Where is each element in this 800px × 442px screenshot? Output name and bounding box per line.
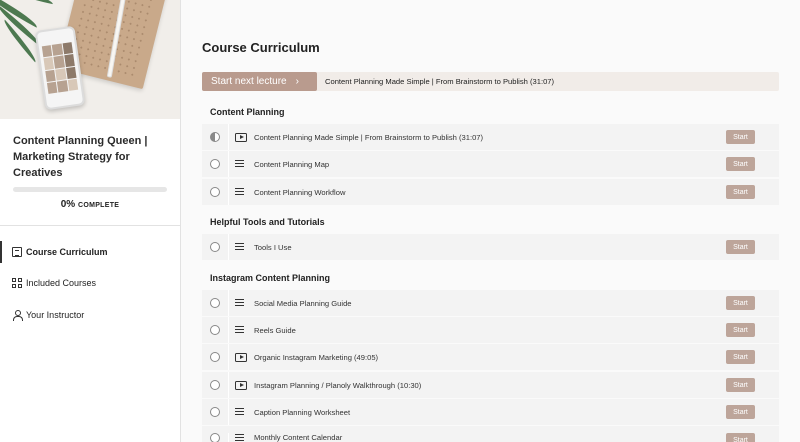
lecture-title: Social Media Planning Guide <box>254 298 352 308</box>
section-title: Instagram Content Planning <box>210 273 331 283</box>
book-icon <box>12 247 22 257</box>
lecture-row[interactable] <box>202 426 779 442</box>
start-button[interactable]: Start <box>726 130 755 144</box>
video-icon <box>235 133 247 142</box>
start-button[interactable]: Start <box>726 350 755 364</box>
video-icon <box>235 381 247 390</box>
lecture-title: Content Planning Workflow <box>254 187 346 197</box>
sidebar-item-included-courses[interactable] <box>0 268 180 300</box>
sidebar-item-label: Your Instructor <box>26 309 85 320</box>
text-lecture-icon <box>235 159 247 169</box>
lecture-row[interactable] <box>202 344 779 370</box>
lecture-row[interactable] <box>202 179 779 205</box>
progress-bar <box>13 187 167 192</box>
text-lecture-icon <box>235 325 247 335</box>
course-title: Content Planning Queen | Marketing Strategy for Creatives <box>13 135 148 179</box>
text-lecture-icon <box>235 187 247 197</box>
incomplete-status-icon <box>210 187 220 197</box>
start-button[interactable]: Start <box>726 185 755 199</box>
lecture-row[interactable] <box>202 124 779 150</box>
main-content <box>181 0 800 442</box>
next-lecture-bar <box>202 72 779 91</box>
next-lecture-title: Content Planning Made Simple | From Brainstorm to Publish (31:07) <box>325 77 555 86</box>
section-title: Helpful Tools and Tutorials <box>210 217 325 227</box>
lecture-title: Content Planning Map <box>254 159 330 169</box>
incomplete-status-icon <box>210 159 220 169</box>
incomplete-status-icon <box>210 380 220 390</box>
lecture-row[interactable] <box>202 290 779 316</box>
start-button[interactable]: Start <box>726 157 755 171</box>
lecture-title: Reels Guide <box>254 325 296 335</box>
lecture-title: Caption Planning Worksheet <box>254 407 351 417</box>
lecture-row[interactable] <box>202 234 779 260</box>
lecture-row[interactable] <box>202 151 779 177</box>
sidebar-item-your-instructor[interactable] <box>0 299 180 331</box>
page-title: Course Curriculum <box>202 40 320 55</box>
user-icon <box>12 310 22 320</box>
progress-suffix: COMPLETE <box>77 202 120 209</box>
start-button[interactable]: Start <box>726 296 755 310</box>
progress-label <box>0 199 180 210</box>
section-title: Content Planning <box>210 107 285 117</box>
progress-value: 0% <box>60 199 76 210</box>
text-lecture-icon <box>235 433 247 442</box>
palm-leaf <box>4 0 54 4</box>
lecture-row[interactable] <box>202 399 779 425</box>
lecture-row[interactable] <box>202 317 779 343</box>
lecture-title: Instagram Planning / Planoly Walkthrough (10:30) <box>254 380 422 390</box>
video-icon <box>235 353 247 362</box>
text-lecture-icon <box>235 407 247 417</box>
incomplete-status-icon <box>210 433 220 442</box>
lecture-title: Content Planning Made Simple | From Brainstorm to Publish (31:07) <box>254 132 484 142</box>
start-button[interactable]: Start <box>726 323 755 337</box>
sidebar-nav <box>0 236 180 331</box>
in-progress-status-icon <box>210 132 220 142</box>
lecture-row[interactable] <box>202 372 779 398</box>
incomplete-status-icon <box>210 325 220 335</box>
incomplete-status-icon <box>210 298 220 308</box>
sidebar <box>0 0 181 442</box>
start-next-lecture-label: Start next lecture <box>211 76 287 87</box>
lecture-title: Tools I Use <box>254 242 292 252</box>
sidebar-item-label: Included Courses <box>26 278 97 289</box>
start-button[interactable]: Start <box>726 433 755 442</box>
sidebar-item-course-curriculum[interactable] <box>0 236 180 268</box>
start-button[interactable]: Start <box>726 378 755 392</box>
incomplete-status-icon <box>210 407 220 417</box>
incomplete-status-icon <box>210 242 220 252</box>
grid-icon <box>12 278 22 288</box>
text-lecture-icon <box>235 298 247 308</box>
lecture-title: Monthly Content Calendar <box>254 433 343 442</box>
sidebar-divider <box>0 225 180 226</box>
lecture-title: Organic Instagram Marketing (49:05) <box>254 352 379 362</box>
chevron-right-icon: › <box>295 76 299 87</box>
start-next-lecture-button[interactable] <box>202 72 317 91</box>
course-cover-image <box>0 0 181 119</box>
text-lecture-icon <box>235 242 247 252</box>
incomplete-status-icon <box>210 352 220 362</box>
start-button[interactable]: Start <box>726 240 755 254</box>
sidebar-item-label: Course Curriculum <box>26 246 108 257</box>
start-button[interactable]: Start <box>726 405 755 419</box>
